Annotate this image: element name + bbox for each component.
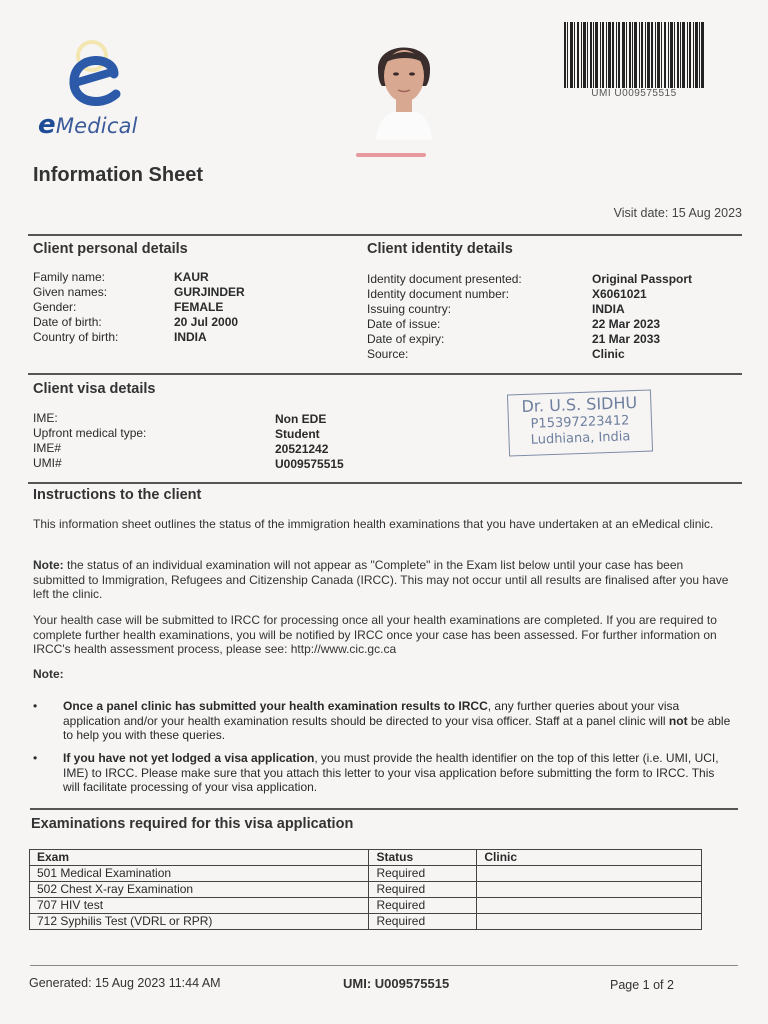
date-of-issue-label: Date of issue: — [367, 317, 441, 331]
dob-label: Date of birth: — [33, 315, 102, 329]
clinic-cell — [477, 898, 702, 914]
source-value: Clinic — [592, 347, 625, 361]
table-row — [30, 898, 702, 914]
exams-heading: Examinations required for this visa application — [31, 816, 354, 832]
source-label: Source: — [367, 347, 409, 361]
umi-number-value: U009575515 — [275, 457, 344, 471]
ime-value: Non EDE — [275, 412, 327, 426]
id-document-value: Original Passport — [592, 272, 693, 286]
date-of-expiry-label: Date of expiry: — [367, 332, 445, 346]
client-photo — [364, 30, 444, 140]
note-label: Note: — [33, 667, 64, 681]
doctor-stamp — [507, 390, 653, 457]
visa-details-labels — [33, 411, 253, 471]
divider — [30, 965, 738, 966]
country-of-birth-label: Country of birth: — [33, 330, 119, 344]
date-of-issue-value: 22 Mar 2023 — [592, 317, 661, 331]
ime-number-value: 20521242 — [275, 442, 329, 456]
page-title: Information Sheet — [33, 164, 204, 186]
clinic-column-header: Clinic — [477, 850, 702, 866]
personal-details-labels — [33, 270, 173, 345]
emedical-logo-mark-icon — [56, 36, 136, 116]
exam-cell: 712 Syphilis Test (VDRL or RPR) — [30, 914, 369, 930]
logo-wordmark: eMedical — [38, 110, 138, 140]
gender-value: FEMALE — [174, 300, 224, 314]
exam-cell: 501 Medical Examination — [30, 866, 369, 882]
medical-type-label: Upfront medical type: — [33, 426, 147, 440]
page-number: Page 1 of 2 — [610, 978, 674, 992]
exam-cell: 707 HIV test — [30, 898, 369, 914]
medical-type-value: Student — [275, 427, 320, 441]
barcode-caption: UMI U009575515 — [591, 88, 677, 99]
stamp-doctor-name: Dr. U.S. SIDHU — [521, 392, 638, 417]
gender-label: Gender: — [33, 300, 77, 314]
status-cell: Required — [369, 914, 477, 930]
generated-timestamp: Generated: 15 Aug 2023 11:44 AM — [29, 976, 221, 990]
instructions-heading: Instructions to the client — [33, 487, 202, 503]
family-name-value: KAUR — [174, 270, 209, 284]
id-number-label: Identity document number: — [367, 287, 510, 301]
identity-details-values — [592, 272, 732, 362]
clinic-cell — [477, 914, 702, 930]
status-cell: Required — [369, 898, 477, 914]
status-cell: Required — [369, 866, 477, 882]
exam-cell: 502 Chest X-ray Examination — [30, 882, 369, 898]
status-column-header: Status — [369, 850, 477, 866]
bullet-icon: • — [33, 699, 38, 713]
exam-column-header: Exam — [30, 850, 369, 866]
personal-details-values — [174, 270, 354, 345]
visa-details-heading: Client visa details — [33, 381, 156, 397]
table-header-row — [30, 850, 702, 866]
divider — [28, 482, 742, 484]
umi-number-label: UMI# — [33, 456, 62, 470]
given-names-label: Given names: — [33, 285, 108, 299]
date-of-expiry-value: 21 Mar 2033 — [592, 332, 661, 346]
clinic-cell — [477, 866, 702, 882]
issuing-country-value: INDIA — [592, 302, 625, 316]
personal-details-heading: Client personal details — [33, 241, 188, 257]
instructions-paragraph-2: Note: the status of an individual examination will not appear as "Complete" in the Exam list below until your case has been submitted to Immigration, Refugees and Citizenship Canada (IRCC). This may not occur until all results are finalised after you have left the clinic. — [33, 558, 729, 601]
table-row — [30, 882, 702, 898]
umi-barcode — [564, 22, 704, 88]
divider — [28, 373, 742, 375]
status-cell: Required — [369, 882, 477, 898]
id-document-label: Identity document presented: — [367, 272, 522, 286]
ime-number-label: IME# — [33, 441, 62, 455]
identity-details-labels — [367, 272, 587, 362]
instructions-paragraph-3: Your health case will be submitted to IRCC for processing once all your health examinations are completed. If you are required to complete further health examinations, you will be notified by IRCC once your case has been assessed. For further information on IRCC's health assessment process, please see: http://www.cic.gc.ca — [33, 613, 717, 656]
table-row — [30, 914, 702, 930]
visa-details-values — [275, 412, 435, 472]
divider — [30, 808, 738, 810]
stamp-location: Ludhiana, India — [530, 429, 631, 448]
issuing-country-label: Issuing country: — [367, 302, 452, 316]
identity-details-heading: Client identity details — [367, 241, 513, 257]
bullet-icon: • — [33, 751, 38, 765]
visit-date: Visit date: 15 Aug 2023 — [613, 206, 742, 220]
given-names-value: GURJINDER — [174, 285, 245, 299]
country-of-birth-value: INDIA — [174, 330, 207, 344]
exams-table — [29, 849, 702, 930]
instructions-paragraph-1: This information sheet outlines the status of the immigration health examinations that you have undertaken at an eMedical clinic. — [33, 517, 714, 531]
id-number-value: X6061021 — [592, 287, 647, 301]
clinic-cell — [477, 882, 702, 898]
stamp-registration: P15397223412 — [530, 413, 630, 432]
dob-value: 20 Jul 2000 — [174, 315, 239, 329]
family-name-label: Family name: — [33, 270, 106, 284]
table-row — [30, 866, 702, 882]
footer-umi: UMI: U009575515 — [343, 976, 450, 991]
information-sheet-page: eMedical UMI U009575515 Information Sheet Visit date: 15 Aug 2023 Client personal details Family name: Given names: Gender: Date of birth: Country of birth: KAUR GURJINDER FEMALE 20 Jul 2000 INDIA Client identity details Identity document presented: Identity document number: Issuing country: Date of issue: Date of expiry: Source: Original Passport X6061021 INDIA 22 Mar 2023 21 Mar 2033 Clinic Client visa details IME: Upfront medical type: IME# UMI# Non EDE Student 20521242 U009575515 Dr. U.S. SIDHU P15397223412 Ludhiana, India Instructions to the client This information sheet outlines the status of the immigration health examinations that you have undertaken at an eMedical clinic. Note: the status of an individual examination will not appear as "Complete" in the Exam list below until your case has been submitted to Immigration, Refugees and Citizenship Canada (IRCC). This may not occur until all results are finalised after you have left the clinic. Your health case will be submitted to IRCC for processing once all your health examinations are completed. If you are required to complete further health examinations, you will be notified by IRCC once your case has been assessed. For further information on IRCC's health assessment process, please see: http://www.cic.gc.ca Note: • Once a panel clinic has submitted your health examination results to IRCC, any further queries about your visa application and/or your health examination results should be directed to your visa officer. Staff at a panel clinic will not be able to help you with these queries. • If you have not yet lodged a visa application, you must provide the health identifier on the top of this letter (i.e. UMI, UCI, IME) to IRCC. Please make sure that you attach this letter to your visa application before submitting the form to IRCC. This will facilitate processing of your visa application. Examinations required for this visa application Exam Status Clinic 501 Medical Examination Required 502 Chest X-ray Examination Required 707 HIV test Required 712 Syphilis Test (VDRL or RPR) Required Generated: 15 Aug 2023 11:44 AM UMI: U009575515 Page 1 of 2 — [0, 0, 768, 1024]
ime-label: IME: — [33, 411, 58, 425]
photo-mark — [356, 153, 426, 157]
emedical-logo — [34, 30, 174, 140]
divider — [28, 234, 742, 236]
